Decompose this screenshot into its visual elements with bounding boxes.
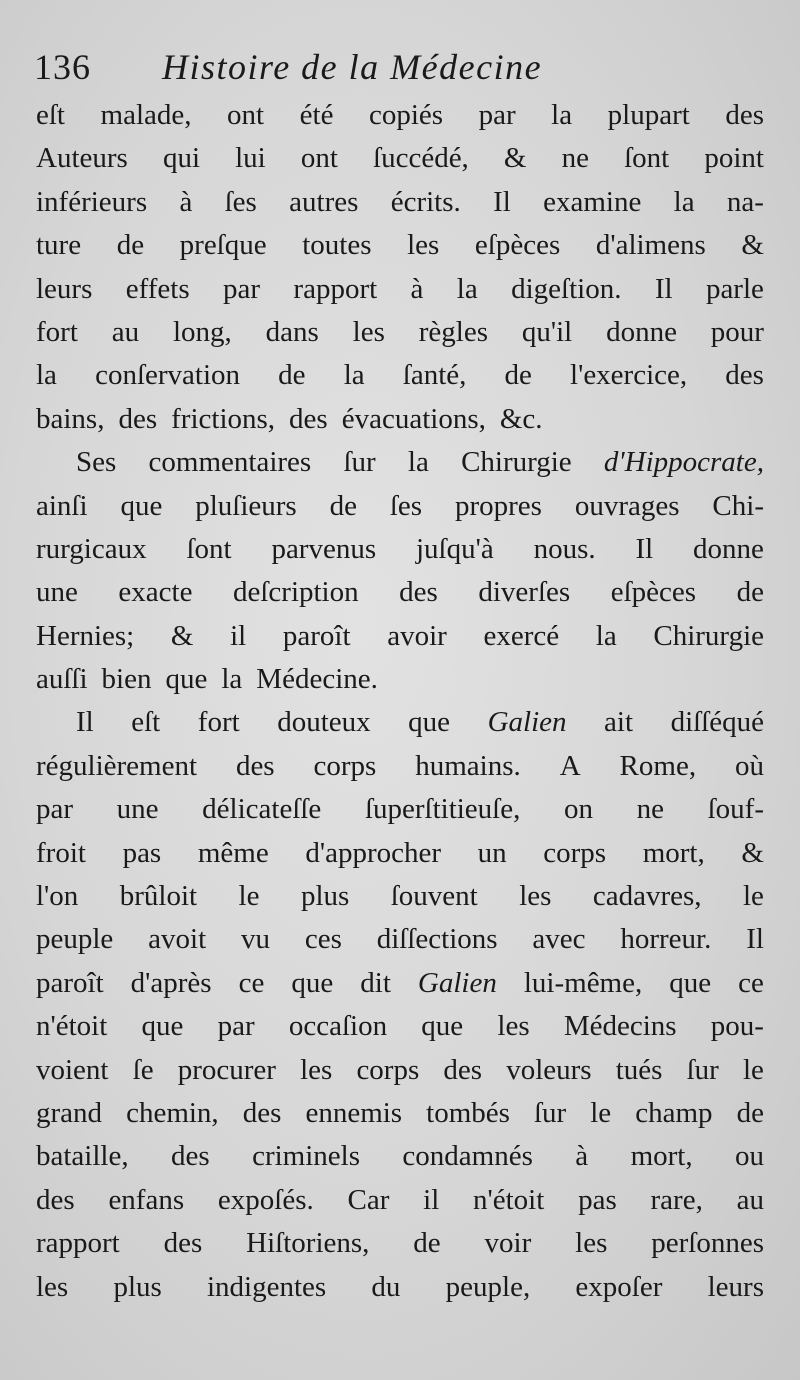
word: ſuperſtitieuſe,: [364, 793, 521, 826]
word: grand: [36, 1096, 103, 1129]
word: que: [120, 489, 163, 522]
word: humains.: [415, 749, 521, 782]
word: avoit: [148, 923, 207, 956]
word: ſont: [186, 532, 232, 565]
word: Il: [635, 532, 654, 565]
word: Chi-: [712, 489, 764, 522]
word: leurs: [36, 272, 93, 305]
word: il: [230, 619, 247, 652]
word: un: [477, 836, 507, 869]
word: on: [563, 793, 593, 826]
word: rurgicaux: [36, 532, 147, 565]
word: d'Hippocrate,: [603, 446, 764, 479]
word: toutes: [302, 229, 372, 262]
word: Ses: [76, 446, 117, 479]
word: que: [408, 706, 451, 739]
word: ouvrages: [574, 489, 680, 522]
word: où: [734, 749, 764, 782]
word: ſur: [686, 1053, 719, 1086]
word: que: [421, 1010, 464, 1043]
text-line: [36, 137, 764, 180]
word: bien: [101, 663, 152, 696]
word: malade,: [100, 99, 192, 131]
word: Car: [347, 1183, 390, 1216]
word: Galien: [417, 966, 497, 999]
word: &: [503, 142, 527, 175]
word: délicateſſe: [202, 793, 322, 826]
word: même: [197, 836, 269, 869]
word: des: [443, 1053, 483, 1086]
word: de: [278, 359, 306, 392]
word: ſur: [533, 1096, 567, 1129]
word: par: [223, 272, 261, 305]
word: pour: [710, 315, 764, 348]
word: peuple,: [445, 1270, 531, 1303]
word: plus: [300, 880, 350, 913]
word: Hiſtoriens,: [246, 1227, 370, 1260]
word: ont: [227, 99, 265, 131]
word: eſt: [131, 706, 161, 739]
word: à: [179, 185, 193, 218]
word: juſqu'à: [415, 532, 494, 565]
word: bataille,: [36, 1140, 129, 1173]
text-line: [36, 354, 764, 397]
text-line: [36, 311, 764, 354]
word: fort: [36, 315, 78, 348]
word: rare,: [650, 1183, 703, 1216]
word: exercé: [483, 619, 560, 652]
text-line: [36, 875, 764, 918]
word: brûloit: [119, 880, 198, 913]
text-line: [36, 1049, 764, 1092]
word: frictions,: [171, 402, 276, 435]
word: par: [217, 1010, 255, 1043]
word: que: [291, 966, 334, 999]
word: de: [504, 359, 532, 392]
word: ont: [300, 142, 338, 175]
text-line: [36, 94, 764, 137]
word: ne: [636, 793, 664, 826]
word: des: [36, 1183, 75, 1216]
word: le: [590, 1096, 612, 1129]
word: peuple: [36, 923, 114, 956]
word: commentaires: [148, 446, 312, 479]
word: ces: [304, 923, 342, 956]
word: des: [725, 99, 764, 131]
word: dit: [360, 966, 391, 999]
text-line: [36, 1179, 764, 1222]
word: vu: [241, 923, 270, 956]
word: corps: [356, 1053, 420, 1086]
word: champ: [635, 1096, 713, 1129]
word: Il: [746, 923, 764, 956]
text-line: [36, 962, 764, 1005]
word: ture: [36, 229, 82, 262]
text-line: [36, 701, 764, 744]
text-line: [36, 658, 764, 701]
word: &c.: [499, 402, 543, 435]
word: preſque: [179, 229, 267, 262]
word: eſpèces: [474, 229, 561, 262]
word: ainſi: [36, 489, 88, 522]
word: que: [141, 1010, 184, 1043]
word: exacte: [118, 576, 193, 609]
word: paroît: [282, 619, 351, 652]
word: tués: [615, 1053, 663, 1086]
word: le: [742, 1053, 764, 1086]
word: par: [36, 793, 74, 826]
word: des: [289, 402, 328, 435]
word: horreur.: [620, 923, 712, 956]
word: la: [673, 185, 695, 218]
word: mort,: [642, 836, 705, 869]
word: mort,: [630, 1140, 693, 1173]
text-line: [36, 1135, 764, 1178]
word: ce: [238, 966, 265, 999]
word: évacuations,: [341, 402, 486, 435]
word: &: [170, 619, 194, 652]
word: cadavres,: [592, 880, 702, 913]
word: par: [478, 99, 516, 131]
word: les: [575, 1227, 608, 1260]
word: plus: [113, 1270, 162, 1303]
word: écrits.: [390, 185, 461, 218]
word: les: [519, 880, 552, 913]
text-line: [36, 1222, 764, 1265]
word: ou: [735, 1140, 764, 1173]
word: auſſi: [36, 663, 88, 696]
word: de: [116, 229, 145, 262]
word: corps: [313, 749, 377, 782]
word: leurs: [707, 1270, 764, 1303]
word: avoir: [387, 619, 447, 652]
word: parvenus: [271, 532, 377, 565]
word: n'étoit: [473, 1183, 545, 1216]
word: autres: [289, 185, 359, 218]
word: pas: [122, 836, 162, 869]
word: ſes: [224, 185, 257, 218]
running-title: Histoire de la Médecine: [162, 47, 543, 87]
text-line: [36, 1005, 764, 1048]
word: ſes: [389, 489, 423, 522]
word: ſont: [624, 142, 670, 175]
word: Chirurgie: [461, 446, 572, 479]
word: na-: [726, 185, 764, 218]
word: que: [669, 966, 712, 999]
word: paroît: [36, 966, 104, 999]
word: ennemis: [305, 1096, 403, 1129]
word: rapport: [36, 1227, 120, 1260]
word: ſouf-: [707, 793, 764, 826]
word: chemin,: [126, 1096, 219, 1129]
word: des: [399, 576, 438, 609]
word: parle: [705, 272, 764, 305]
word: criminels: [252, 1140, 360, 1173]
word: d'après: [130, 966, 212, 999]
word: donne: [606, 315, 677, 348]
page-number: 136: [34, 47, 91, 87]
word: Chirurgie: [653, 619, 764, 652]
word: d'approcher: [305, 836, 441, 869]
word: du: [371, 1270, 401, 1303]
word: condamnés: [402, 1140, 533, 1173]
word: d'alimens: [595, 229, 706, 262]
word: avec: [532, 923, 586, 956]
text-line: [36, 615, 764, 658]
word: tombés: [426, 1096, 510, 1129]
word: eſt: [36, 99, 65, 131]
word: diſſections: [376, 923, 498, 956]
word: qu'il: [521, 315, 573, 348]
word: Auteurs: [36, 142, 128, 175]
word: la: [595, 619, 617, 652]
word: à: [575, 1140, 589, 1173]
word: long,: [172, 315, 232, 348]
word: expoſer: [575, 1270, 663, 1303]
word: procurer: [177, 1053, 276, 1086]
text-line: [36, 1092, 764, 1135]
word: corps: [543, 836, 607, 869]
word: examine: [543, 185, 642, 218]
word: des: [725, 359, 764, 392]
word: donne: [693, 532, 764, 565]
word: dans: [265, 315, 319, 348]
word: règles: [418, 315, 488, 348]
word: &: [741, 836, 764, 869]
word: régulièrement: [36, 749, 198, 782]
word: A: [559, 749, 581, 782]
word: la: [407, 446, 429, 479]
word: des: [118, 402, 158, 435]
word: la: [456, 272, 478, 305]
word: il: [423, 1183, 440, 1216]
word: les: [407, 229, 440, 262]
word: douteux: [277, 706, 371, 739]
word: occaſion: [288, 1010, 388, 1043]
word: plupart: [607, 99, 690, 131]
word: enfans: [108, 1183, 185, 1216]
word: l'on: [36, 880, 79, 913]
text-line: [36, 832, 764, 875]
word: les: [352, 315, 385, 348]
word: ce: [738, 966, 764, 999]
word: eſpèces: [610, 576, 697, 609]
word: que: [165, 663, 208, 696]
word: nous.: [533, 532, 596, 565]
word: conſervation: [95, 359, 241, 392]
word: au: [111, 315, 140, 348]
word: propres: [454, 489, 542, 522]
word: de: [413, 1227, 441, 1260]
word: les: [497, 1010, 530, 1043]
word: fort: [197, 706, 240, 739]
word: Hernies;: [36, 619, 135, 652]
word: froit: [36, 836, 86, 869]
word: bains,: [36, 402, 105, 435]
word: Il: [493, 185, 511, 218]
word: les: [36, 1270, 69, 1303]
word: voient: [36, 1053, 109, 1086]
word: une: [116, 793, 159, 826]
word: indigentes: [207, 1270, 327, 1303]
word: Médecine.: [256, 663, 378, 696]
word: de: [736, 1096, 764, 1129]
word: ſouvent: [390, 880, 478, 913]
word: pluſieurs: [195, 489, 297, 522]
word: ſanté,: [402, 359, 467, 392]
body-text: [36, 94, 764, 1309]
word: inférieurs: [36, 185, 148, 218]
text-line: [36, 268, 764, 311]
text-line: [36, 224, 764, 267]
word: des: [163, 1227, 203, 1260]
word: au: [736, 1183, 764, 1216]
text-line: [36, 485, 764, 528]
word: ne: [561, 142, 589, 175]
word: à: [410, 272, 424, 305]
word: pou-: [710, 1010, 764, 1043]
text-line: [36, 918, 764, 961]
word: Il: [654, 272, 673, 305]
word: été: [299, 99, 334, 131]
word: Galien: [487, 706, 567, 739]
word: la: [551, 99, 573, 131]
word: Il: [76, 706, 94, 739]
word: de: [329, 489, 357, 522]
word: le: [238, 880, 260, 913]
word: Médecins: [563, 1010, 677, 1043]
text-line: [36, 1266, 764, 1309]
text-line: [36, 181, 764, 224]
word: des: [171, 1140, 210, 1173]
word: pas: [578, 1183, 617, 1216]
word: lui-même,: [523, 966, 643, 999]
word: deſcription: [232, 576, 359, 609]
word: les: [300, 1053, 333, 1086]
text-line: [36, 571, 764, 614]
word: le: [743, 880, 764, 913]
word: expoſés.: [217, 1183, 314, 1216]
word: point: [704, 142, 764, 175]
word: ſe: [132, 1053, 154, 1086]
word: voir: [484, 1227, 532, 1260]
word: qui: [162, 142, 200, 175]
text-line: [36, 788, 764, 831]
word: la: [36, 359, 57, 392]
word: effets: [125, 272, 190, 305]
text-line: [36, 398, 764, 441]
word: la: [221, 663, 243, 696]
word: de: [736, 576, 764, 609]
word: des: [242, 1096, 282, 1129]
word: rapport: [293, 272, 378, 305]
word: ſuccédé,: [373, 142, 469, 175]
word: diſſéqué: [670, 706, 764, 739]
word: copiés: [368, 99, 444, 131]
word: l'exercice,: [570, 359, 688, 392]
word: la: [343, 359, 365, 392]
word: une: [36, 576, 78, 609]
word: ſur: [343, 446, 376, 479]
word: perſonnes: [651, 1227, 764, 1260]
word: ait: [604, 706, 634, 739]
word: &: [741, 229, 764, 262]
word: diverſes: [478, 576, 571, 609]
word: n'étoit: [36, 1010, 108, 1043]
page-header: [34, 42, 774, 92]
word: digeſtion.: [511, 272, 622, 305]
word: lui: [235, 142, 266, 175]
text-line: [36, 745, 764, 788]
word: des: [235, 749, 275, 782]
word: Rome,: [619, 749, 697, 782]
word: voleurs: [506, 1053, 592, 1086]
text-line: [36, 441, 764, 484]
text-line: [36, 528, 764, 571]
